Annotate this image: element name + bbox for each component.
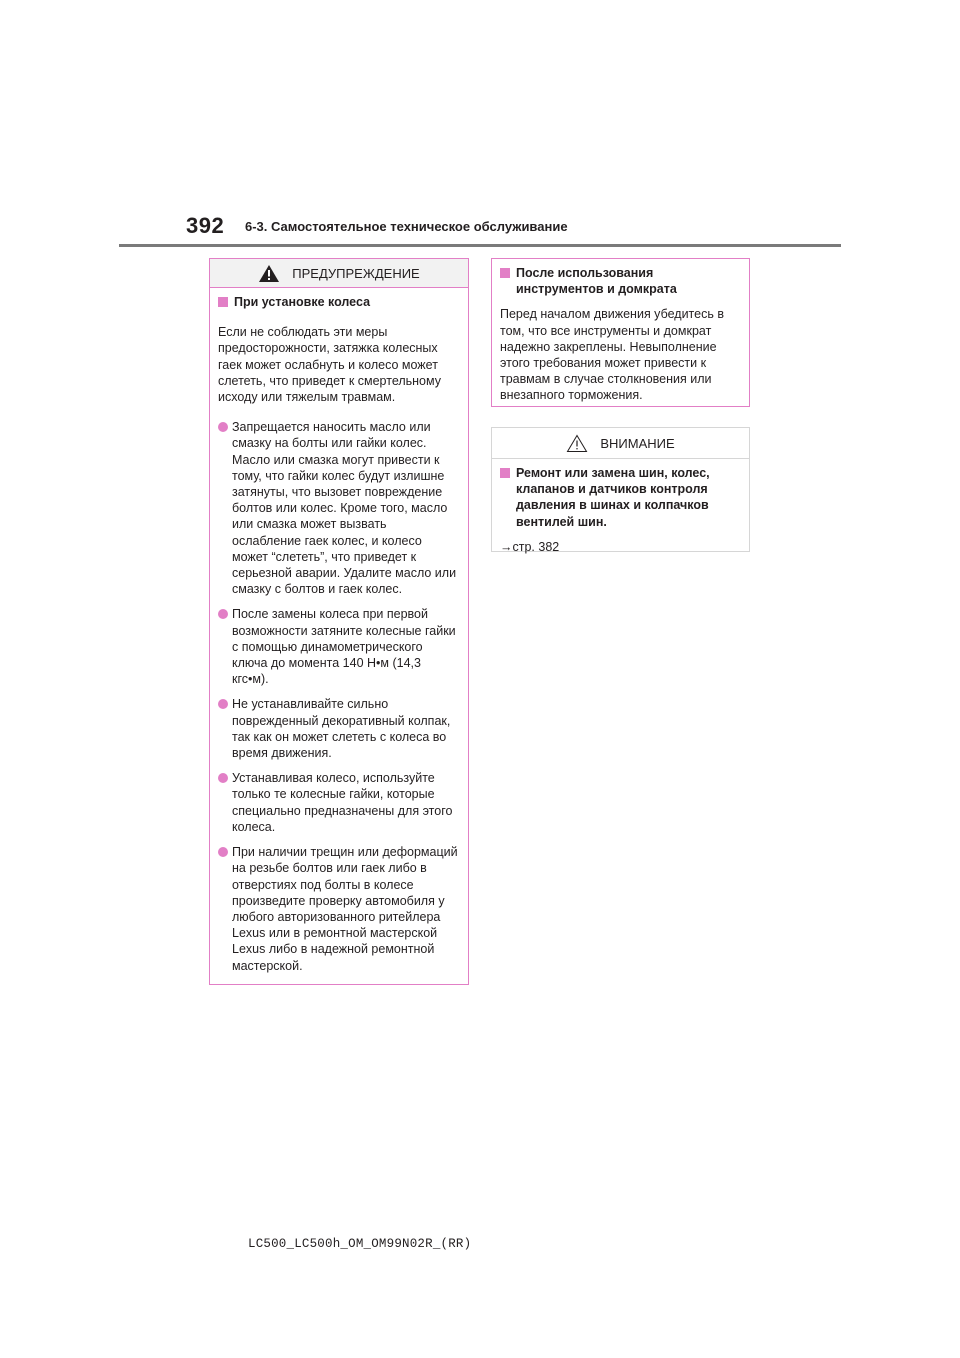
warning-bullet-text: При наличии трещин или деформаций на резьбе болтов или гаек либо в отверстиях под болты в колесе произведите проверку автомобиля у любого авторизованного ритейлера Lexus или в ремонтной мастерской Lexus либо в надежной ремонтной мастерской. bbox=[232, 845, 458, 973]
warning-bullet-text: Устанавливая колесо, используйте только те колесные гайки, которые специально предназначены для этого колеса. bbox=[232, 771, 453, 834]
caution-box-title: ВНИМАНИЕ bbox=[600, 435, 675, 451]
caution-triangle-icon bbox=[566, 434, 588, 453]
warning-heading bbox=[218, 294, 458, 310]
warning-box-title: ПРЕДУПРЕЖДЕНИЕ bbox=[292, 265, 420, 281]
warning-triangle-icon bbox=[258, 264, 280, 283]
section-title: 6-3. Самостоятельное техническое обслуживание bbox=[245, 219, 568, 234]
warning-bullet-text: Не устанавливайте сильно поврежденный декоративный колпак, так как он может слететь с колеса во время движения. bbox=[232, 697, 451, 761]
square-bullet-icon bbox=[500, 268, 510, 278]
caution-page-reference: →стр. 382 bbox=[500, 539, 560, 554]
continued-heading-text: После использования инструментов и домкрата bbox=[516, 266, 677, 297]
warning-bullet bbox=[218, 770, 458, 835]
round-bullet-icon bbox=[218, 773, 228, 783]
continued-heading bbox=[500, 265, 739, 297]
warning-heading-text: При установке колеса bbox=[234, 295, 371, 309]
continued-text: Перед началом движения убедитесь в том, что все инструменты и домкрат надежно закреплены. Невыполнение этого требования может привести к травмам в случае столкновения или внезапного торможения. bbox=[500, 307, 724, 403]
warning-bullet-text: Запрещается наносить масло или смазку на болты или гайки колес. Масло или смазка могут привести к тому, что гайки колес будут излишне затянуты, что вызовет повреждение болтов или колес. Кроме того, масло или смазка может вызвать ослабление гаек колес, и колесо может “слететь”, что приведет к серьезной аварии. Удалите масло или смазку с болтов и гаек колес. bbox=[232, 420, 457, 597]
square-bullet-icon bbox=[500, 468, 510, 478]
warning-box-body bbox=[210, 288, 468, 982]
warning-box bbox=[209, 258, 469, 985]
document-code: LC500_LC500h_OM_OM99N02R_(RR) bbox=[248, 1237, 472, 1251]
warning-bullet bbox=[218, 606, 458, 687]
caution-heading bbox=[500, 465, 739, 530]
warning-box-header bbox=[210, 259, 468, 288]
warning-bullet bbox=[218, 419, 458, 597]
caution-box bbox=[491, 427, 750, 552]
warning-bullet bbox=[218, 696, 458, 761]
round-bullet-icon bbox=[218, 422, 228, 432]
warning-intro: Если не соблюдать эти меры предосторожности, затяжка колесных гаек может ослабнуть и колесо может слететь, что приведет к смертельному исходу или тяжелым травмам. bbox=[218, 325, 441, 405]
continued-warning-box bbox=[491, 258, 750, 407]
warning-bullet-text: После замены колеса при первой возможности затяните колесные гайки с помощью динамометрического ключа до момента 140 Н•м (14,3 кгс•м). bbox=[232, 607, 456, 687]
round-bullet-icon bbox=[218, 847, 228, 857]
warning-bullet bbox=[218, 844, 458, 974]
continued-warning-body bbox=[492, 259, 749, 412]
caution-heading-text: Ремонт или замена шин, колес, клапанов и датчиков контроля давления в шинах и колпачков вентилей шин. bbox=[516, 466, 710, 529]
round-bullet-icon bbox=[218, 609, 228, 619]
header-rule bbox=[119, 244, 841, 247]
caution-box-body bbox=[492, 459, 749, 563]
round-bullet-icon bbox=[218, 699, 228, 709]
caution-box-header bbox=[492, 428, 749, 459]
square-bullet-icon bbox=[218, 297, 228, 307]
page-number: 392 bbox=[186, 213, 225, 238]
